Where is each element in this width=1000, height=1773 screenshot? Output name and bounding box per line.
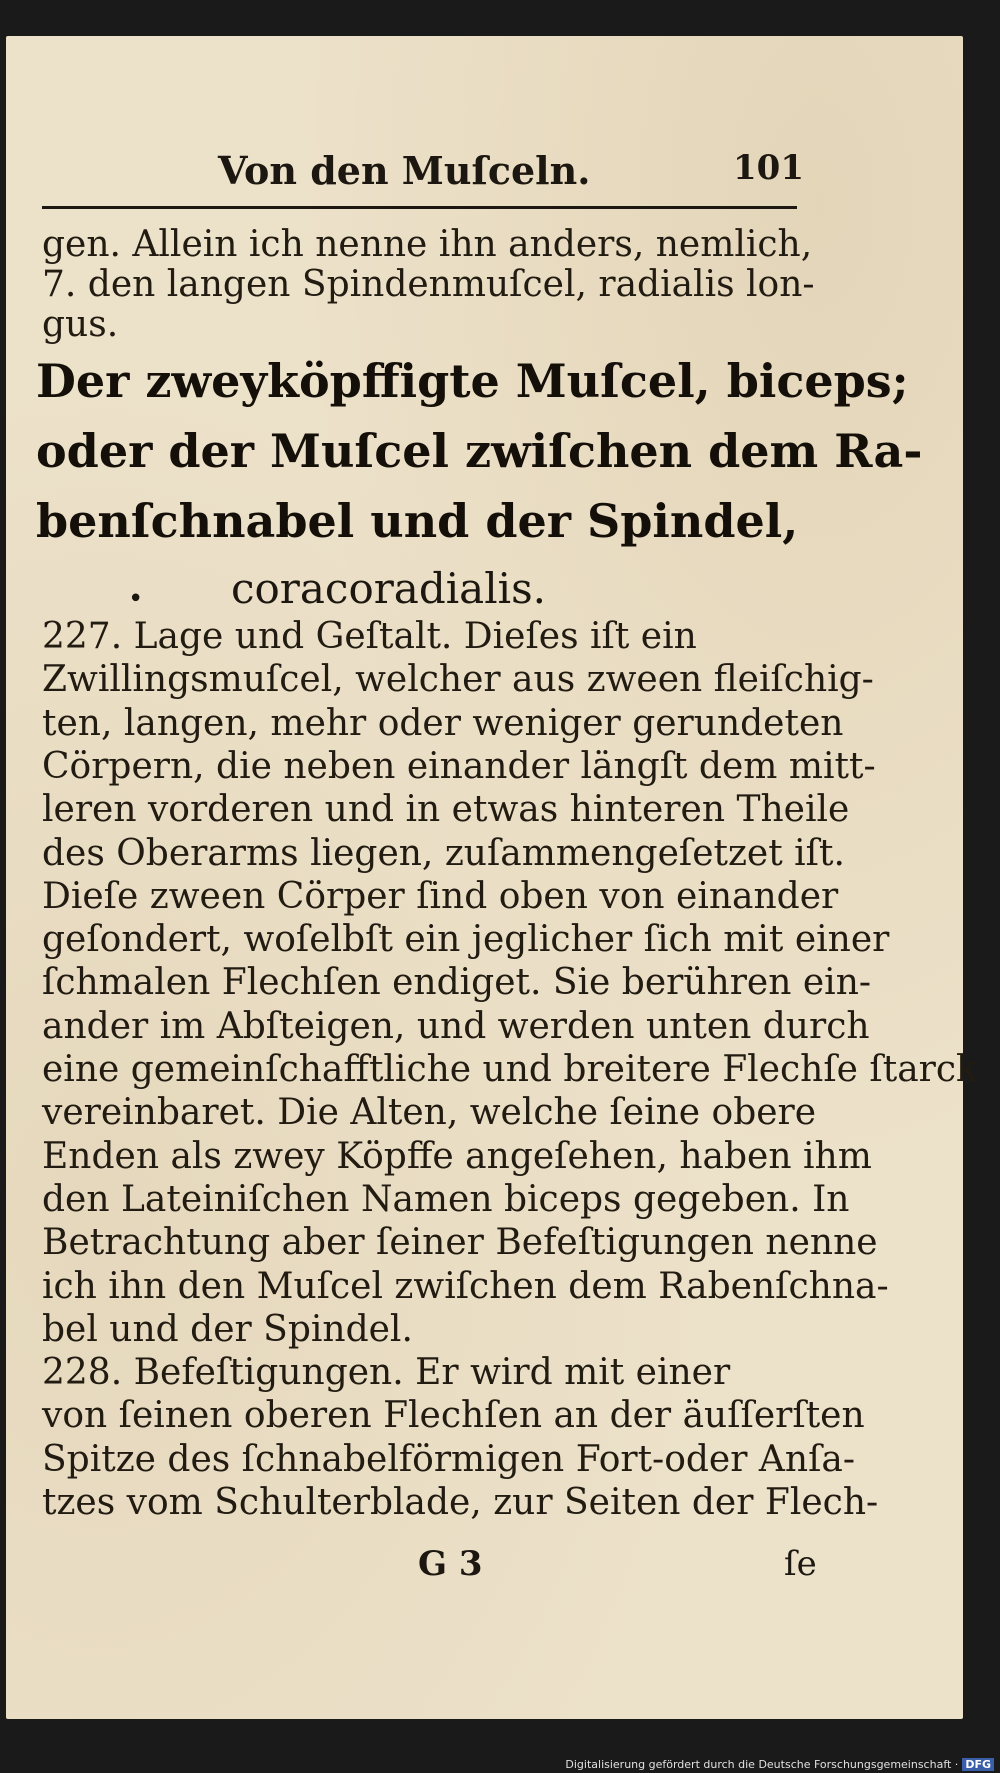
text-line: gus. [42,304,119,345]
section-heading-line: Der zweyköpffigte Muſcel, biceps; [36,354,909,408]
digitization-credit [565,1758,994,1771]
text-line: Zwillingsmuſcel, welcher aus zween fleiſchig- [42,659,874,701]
text-line: Betrachtung aber ſeiner Befeſtigungen nenne [42,1222,878,1264]
section-heading-latin: coracoradialis. [231,564,546,613]
section-heading-line: oder der Muſcel zwiſchen dem Ra- [36,424,923,478]
header-rule [42,206,797,209]
book-page [6,36,978,1719]
text-line: Dieſe zween Cörper ſind oben von einander [42,875,839,917]
bullet-mark: • [128,584,144,614]
text-line: von ſeinen oberen Flechſen an der äuſſerſten [42,1395,865,1437]
text-line: 7. den langen Spindenmuſcel, radialis lon- [42,264,815,305]
text-line: Spitze des ſchnabelförmigen Fort-oder Anſa- [42,1438,856,1480]
text-line: eine gemeinſchafftliche und breitere Flechſe ſtarck [42,1049,978,1090]
text-line: den Lateiniſchen Namen biceps gegeben. In [42,1178,850,1220]
page-number: 101 [733,148,804,188]
text-line: bel und der Spindel. [42,1308,413,1350]
text-line: geſondert, woſelbſt ein jeglicher ſich mit einer [42,919,890,961]
text-line: ich ihn den Muſcel zwiſchen dem Rabenſchna- [42,1265,889,1307]
catchword: ſe [784,1544,817,1584]
text-line: Enden als zwey Köpffe angeſehen, haben ihm [42,1135,872,1177]
text-line: gen. Allein ich nenne ihn anders, nemlich, [42,224,813,265]
text-line: 227. Lage und Geſtalt. Dieſes iſt ein [42,616,697,657]
text-line: leren vorderen und in etwas hinteren Theile [42,789,850,831]
text-line: vereinbaret. Die Alten, welche ſeine obere [42,1092,817,1134]
text-line: 228. Befeſtigungen. Er wird mit einer [42,1352,731,1394]
dfg-logo: DFG [962,1758,994,1771]
text-line: ander im Abſteigen, und werden unten durch [42,1005,870,1047]
credit-text: Digitalisierung gefördert durch die Deutsche Forschungsgemeinschaft · [565,1758,959,1771]
text-line: ſchmalen Flechſen endiget. Sie berühren ein- [42,962,872,1004]
running-head-title: Von den Muſceln. [218,148,591,193]
text-line: tzes vom Schulterblade, zur Seiten der Flech- [42,1482,879,1523]
text-line: Cörpern, die neben einander längſt dem mitt- [42,745,876,787]
text-line: des Oberarms liegen, zuſammengeſetzet iſt. [42,832,845,874]
section-heading-line: benſchnabel und der Spindel, [36,494,799,548]
text-line: ten, langen, mehr oder weniger gerundeten [42,702,844,744]
signature-mark: G 3 [418,1544,483,1584]
